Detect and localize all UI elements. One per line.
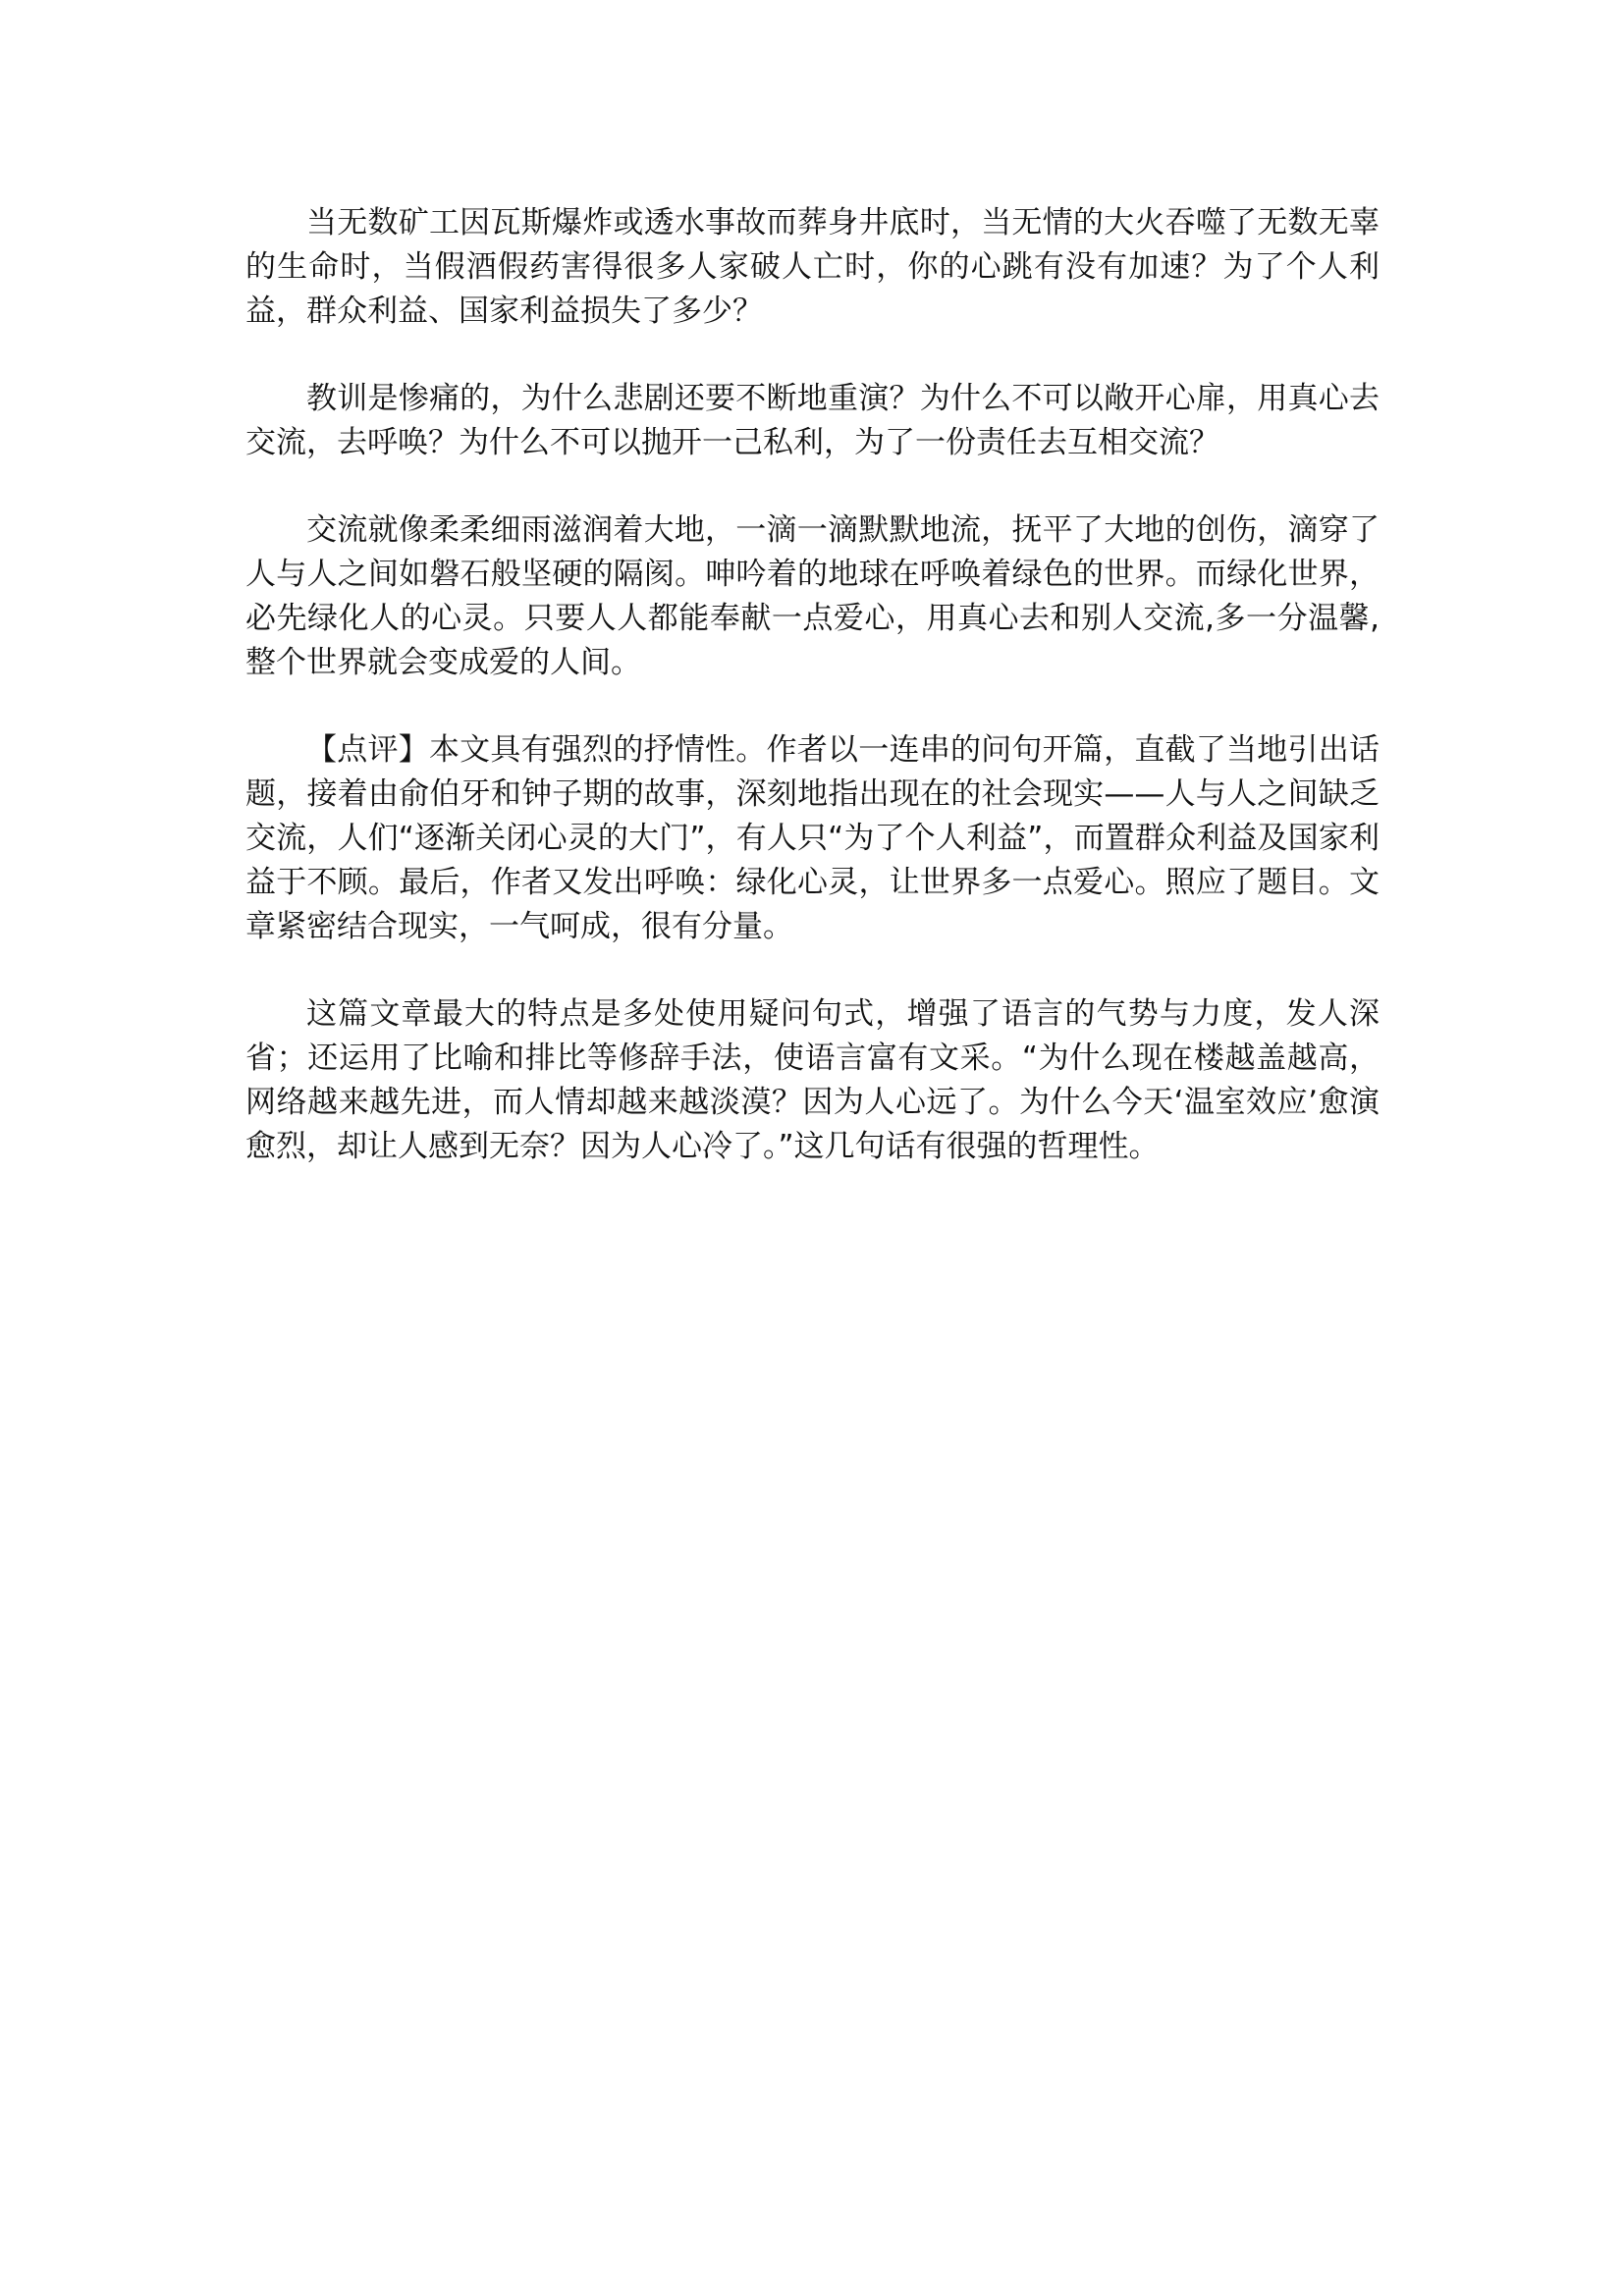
paragraph-features: 这篇文章最大的特点是多处使用疑问句式，增强了语言的气势与力度，发人深省；还运用了比喻和排比等修辞手法，使语言富有文采。“为什么现在楼越盖越高，网络越来越先进，而人情却越来越淡漠？因为人心远了。为什么今天‘温室效应’愈演愈烈，却让人感到无奈？因为人心冷了。”这几句话有很强的哲理性。 [245, 996, 1380, 1164]
document-body [245, 201, 1380, 1212]
paragraph-mine-disaster: 当无数矿工因瓦斯爆炸或透水事故而葬身井底时，当无情的大火吞噬了无数无辜的生命时，当假酒假药害得很多人家破人亡时，你的心跳有没有加速？为了个人利益，群众利益、国家利益损失了多少？ [245, 205, 1380, 329]
paragraph-communication-rain: 交流就像柔柔细雨滋润着大地，一滴一滴默默地流，抚平了大地的创伤，滴穿了人与人之间如磐石般坚硬的隔阂。呻吟着的地球在呼唤着绿色的世界。而绿化世界，必先绿化人的心灵。只要人人都能奉献一点爱心，用真心去和别人交流,多一分温馨,整个世界就会变成爱的人间。 [245, 512, 1380, 680]
paragraph-commentary: 【点评】本文具有强烈的抒情性。作者以一连串的问句开篇，直截了当地引出话题，接着由俞伯牙和钟子期的故事，深刻地指出现在的社会现实——人与人之间缺乏交流，人们“逐渐关闭心灵的大门”，有人只“为了个人利益”，而置群众利益及国家利益于不顾。最后，作者又发出呼唤：绿化心灵，让世界多一点爱心。照应了题目。文章紧密结合现实，一气呵成，很有分量。 [245, 732, 1380, 944]
paragraph-lesson: 教训是惨痛的，为什么悲剧还要不断地重演？为什么不可以敞开心扉，用真心去交流，去呼唤？为什么不可以抛开一己私利，为了一份责任去互相交流？ [245, 381, 1380, 460]
